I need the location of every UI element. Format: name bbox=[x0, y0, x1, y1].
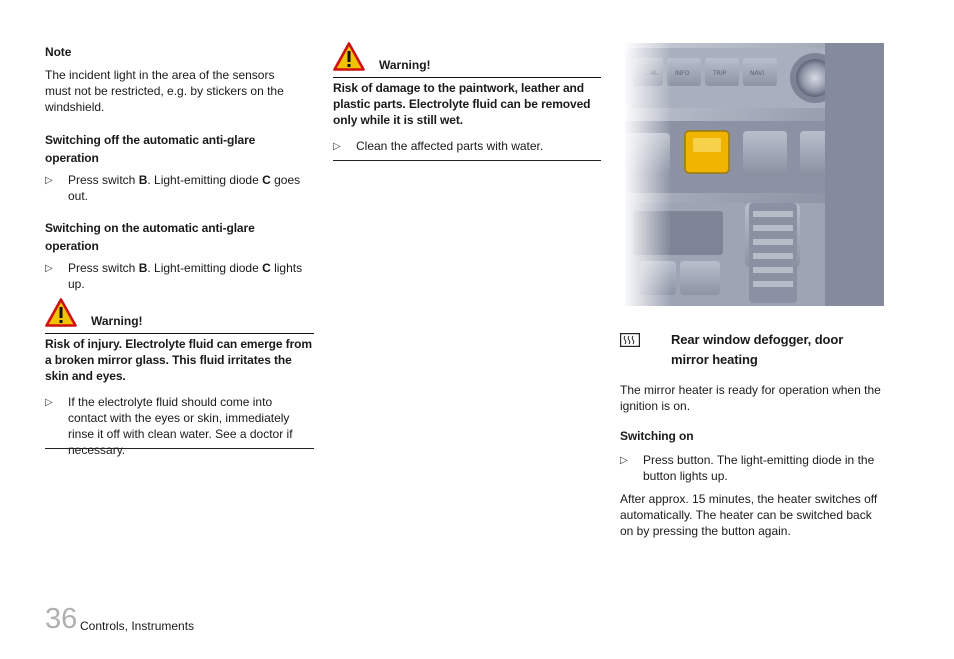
bullet-triangle-icon: ▷ bbox=[45, 263, 53, 274]
warning-triangle-icon bbox=[45, 298, 77, 327]
page-number: 36 bbox=[45, 603, 78, 635]
note-title: Note bbox=[45, 45, 72, 59]
warning-text: Risk of injury. Electrolyte fluid can emerge from a broken mirror glass. This fluid irritates the skin and eyes. bbox=[45, 337, 312, 383]
warning-step: ▷ If the electrolyte fluid should come into contact with the eyes or skin, immediately rinse it off with clean water. See a doctor if necessary. bbox=[45, 395, 293, 457]
rear-defogger-icon bbox=[620, 333, 640, 347]
bullet-triangle-icon: ▷ bbox=[333, 141, 341, 152]
console-photo bbox=[625, 43, 884, 306]
warning-label: Warning! bbox=[91, 314, 143, 328]
bullet-triangle-icon: ▷ bbox=[620, 455, 628, 466]
anti-glare-on-title: Switching on the automatic anti-glare operation bbox=[45, 221, 255, 253]
bullet-triangle-icon: ▷ bbox=[45, 397, 53, 408]
bullet-triangle-icon: ▷ bbox=[45, 175, 53, 186]
footer-section: Controls, Instruments bbox=[80, 619, 195, 633]
warning-top-rule bbox=[333, 77, 601, 78]
warning-triangle-icon bbox=[333, 42, 365, 71]
note-text: The incident light in the area of the sensors must not be restricted, e.g. by stickers on the windshield. bbox=[45, 68, 284, 114]
warning-label: Warning! bbox=[379, 58, 431, 72]
warning-text: Risk of damage to the paintwork, leather and plastic parts. Electrolyte fluid can be removed only while it is still wet. bbox=[333, 81, 591, 127]
warning-top-rule bbox=[45, 333, 314, 334]
center-console-image bbox=[625, 43, 884, 306]
switching-on-step: ▷ Press button. The light-emitting diode in the button lights up. bbox=[620, 453, 875, 483]
intro-text: The mirror heater is ready for operation when the ignition is on. bbox=[620, 383, 881, 413]
anti-glare-off-title: Switching off the automatic anti-glare operation bbox=[45, 133, 256, 165]
warning-bottom-rule bbox=[45, 448, 314, 449]
switching-on-title: Switching on bbox=[620, 429, 694, 443]
section-title: Rear window defogger, door mirror heating bbox=[671, 332, 844, 367]
warning-bottom-rule bbox=[333, 160, 601, 161]
warning-header bbox=[333, 42, 431, 71]
auto-off-text: After approx. 15 minutes, the heater switches off automatically. The heater can be switched back on by pressing the button again. bbox=[620, 492, 878, 538]
anti-glare-on-step: ▷ Press switch B. Light-emitting diode C lights up. bbox=[45, 261, 303, 291]
warning-step: ▷ Clean the affected parts with water. bbox=[333, 139, 544, 153]
warning-header bbox=[45, 298, 143, 327]
anti-glare-off-step: ▷ Press switch B. Light-emitting diode C goes out. bbox=[45, 173, 301, 203]
